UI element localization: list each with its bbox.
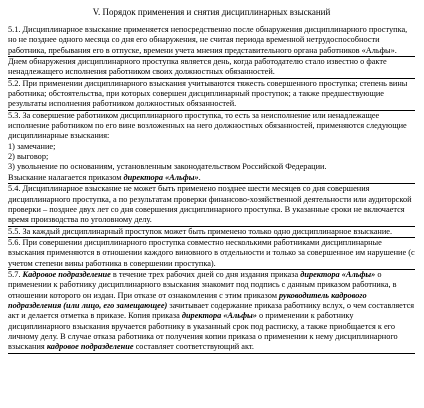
p57-part-11: составляет соответствующий акт. [133,342,254,352]
paragraph-5-7 [8,270,415,354]
p57-hr-department-2: кадровое подразделение [46,342,134,352]
p57-director-2: директора «Альфы» [181,311,257,321]
penalty-imposed-end: . [198,172,201,182]
penalty-imposed-line [8,173,415,184]
paragraph-5-5: 5.5. За каждый дисциплинарный проступок может быть применено только одно дисциплинарное взыскание. [8,227,415,238]
paragraph-5-1-detection-day: Днем обнаружения дисциплинарного проступка является день, когда работодателю стало известно о факте ненадлежащего исполнения работником своих должностных обязанностей. [8,57,415,79]
paragraph-5-6: 5.6. При совершении дисциплинарного проступка совместно несколькими работниками дисциплинарные взыскания применяются в отношении каждого виновного в отдельности и только за совершенное им нарушение (с учетом степени вины работника в совершении проступка). [8,238,415,270]
p57-part-9: о применении к работнику дисциплинарного взыскания вручается работнику в указанный срок под расписку, а также приобщается к его личному делу. В случае отказа работника от получения копии приказа о применении к нему дисциплинарного взыскания [8,311,398,352]
paragraph-5-3: 5.3. За совершение работником дисциплинарного проступка, то есть за неисполнение или ненадлежащее исполнение работником по его вине возложенных на него должностных обязанностей, применяются следующие дисциплинарные взыскания: [8,110,407,141]
paragraph-5-2: 5.2. При применении дисциплинарного взыскания учитываются тяжесть совершенного проступка; степень вины работника; обстоятельства, при которых совершен дисциплинарный проступок; а также предшествующие результаты исполнения работником должностных обязанностей. [8,79,415,111]
paragraph-5-4: 5.4. Дисциплинарное взыскание не может быть применено позднее шести месяцев со дня совершения дисциплинарного проступка, а по результатам проверки финансово-хозяйственной деятельности или аудиторской проверки – позднее двух лет со дня совершения дисциплинарного проступка. В указанные сроки не включается время производства по уголовному делу. [8,184,415,226]
section-title: V. Порядок применения и снятия дисциплинарных взысканий [92,7,331,17]
list-item-remark: 1) замечание; [8,141,56,151]
p57-director-1: директора «Альфы» [300,269,376,279]
penalty-imposed-text: Взыскание налагается приказом [8,172,124,182]
p57-hr-department: Кадровое подразделение [22,269,111,279]
p57-part-1: 5.7. [8,269,23,279]
p57-hr-head: руководитель кадрового подразделения (или лицо, его замещающее) [8,290,367,310]
paragraph-5-1: 5.1. Дисциплинарное взыскание применяется непосредственно после обнаружения дисциплинарного проступка, но не позднее одного месяца со дня его обнаружения, не считая периода временной нетрудоспособности работника, пребывания его в отпуске, времени учета мнения представительного органа работников «Альфы». [8,25,415,57]
p57-part-7: зачитывает содержание приказа работнику вслух, о чем составляется акт и делается отметка в приказе. Копия приказа [8,300,415,321]
director-emphasis: директора «Альфы» [123,172,199,182]
p57-part-3: в течение трех рабочих дней со дня издания приказа [110,269,301,279]
list-item-reprimand: 2) выговор; [8,152,49,162]
list-item-dismissal: 3) увольнение по основаниям, установленным законодательством Российской Федерации. [8,162,327,172]
p57-part-5: о применении к работнику дисциплинарного взыскания знакомит под подпись с данным приказом работника, в отношении которого он издан. При отказе от ознакомления с этим приказом [8,269,397,300]
